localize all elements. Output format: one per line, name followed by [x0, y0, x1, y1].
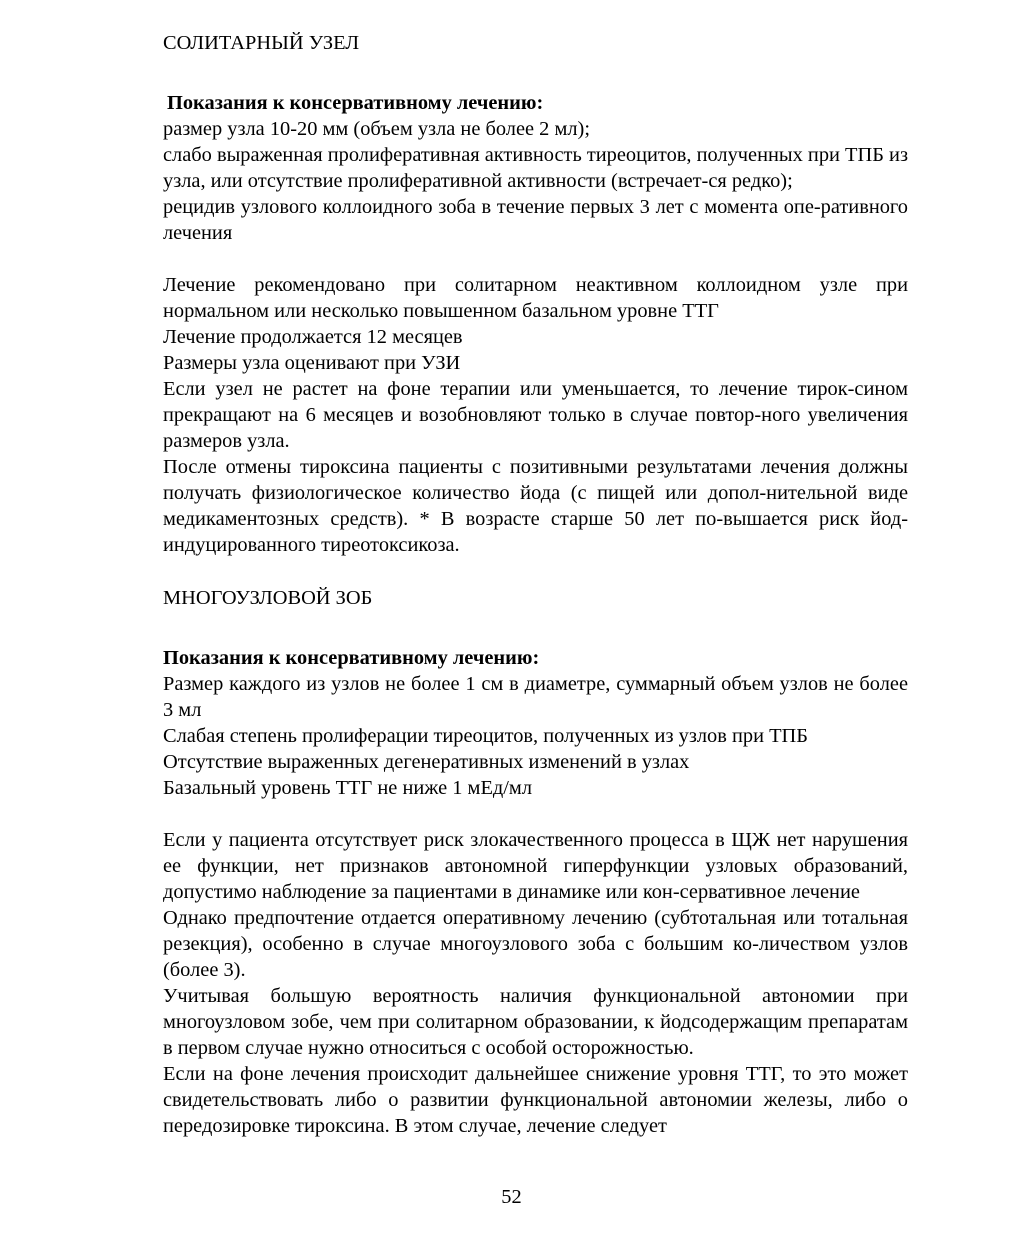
body-paragraph: После отмены тироксина пациенты с позитивными результатами лечения должны получать физиологическое количество йода (с пищей или допол-нительной виде медикаментозных средств). * В возрасте старше 50 лет по-вышается риск йод-индуцированного тиреотоксикоза. — [163, 456, 908, 556]
body-paragraph: Лечение рекомендовано при солитарном неактивном коллоидном узле при нормальном или несколько повышенном базальном уровне ТТГ — [163, 274, 908, 322]
indication-item: Размер каждого из узлов не более 1 см в диаметре, суммарный объем узлов не более 3 мл — [163, 673, 908, 721]
section-title-solitary-node: СОЛИТАРНЫЙ УЗЕЛ — [163, 32, 360, 54]
indication-item: Слабая степень пролиферации тиреоцитов, полученных из узлов при ТПБ — [163, 725, 808, 747]
indications-heading-1: Показания к консервативному лечению: — [167, 92, 544, 114]
section-title-multinodular-goiter: МНОГОУЗЛОВОЙ ЗОБ — [163, 587, 373, 609]
body-paragraph: Учитывая большую вероятность наличия функциональной автономии при многоузловом зобе, чем при солитарном образовании, к йодсодержащим препаратам в первом случае нужно относиться с особой осторожностью. — [163, 985, 908, 1059]
indications-heading-2: Показания к консервативному лечению: — [163, 647, 540, 669]
body-paragraph: Размеры узла оценивают при УЗИ — [163, 352, 461, 374]
indication-item: слабо выраженная пролиферативная активность тиреоцитов, полученных при ТПБ из узла, или отсутствие пролиферативной активности (встречает-ся редко); — [163, 144, 908, 192]
document-page — [163, 30, 908, 1139]
body-paragraph: Однако предпочтение отдается оперативному лечению (субтотальная или тотальная резекция), особенно в случае многоузлового зоба с большим ко-личеством узлов (более 3). — [163, 907, 908, 981]
indication-item: Базальный уровень ТТГ не ниже 1 мЕд/мл — [163, 777, 533, 799]
indication-item: размер узла 10-20 мм (объем узла не более 2 мл); — [163, 118, 590, 140]
indication-item: рецидив узлового коллоидного зоба в течение первых 3 лет с момента опе-ративного лечения — [163, 196, 908, 244]
page-number: 52 — [501, 1186, 522, 1208]
body-paragraph: Если узел не растет на фоне терапии или уменьшается, то лечение тирок-сином прекращают на 6 месяцев и возобновляют только в случае повтор-ного увеличения размеров узла. — [163, 378, 908, 452]
body-paragraph: Если у пациента отсутствует риск злокачественного процесса в ЩЖ нет нарушения ее функции, нет признаков автономной гиперфункции узловых образований, допустимо наблюдение за пациентами в динамике или кон-сервативное лечение — [163, 829, 908, 903]
body-paragraph: Лечение продолжается 12 месяцев — [163, 326, 463, 348]
indication-item: Отсутствие выраженных дегенеративных изменений в узлах — [163, 751, 690, 773]
body-paragraph: Если на фоне лечения происходит дальнейшее снижение уровня ТТГ, то это может свидетельствовать либо о развитии функциональной автономии железы, либо о передозировке тироксина. В этом случае, лечение следует — [163, 1063, 908, 1137]
